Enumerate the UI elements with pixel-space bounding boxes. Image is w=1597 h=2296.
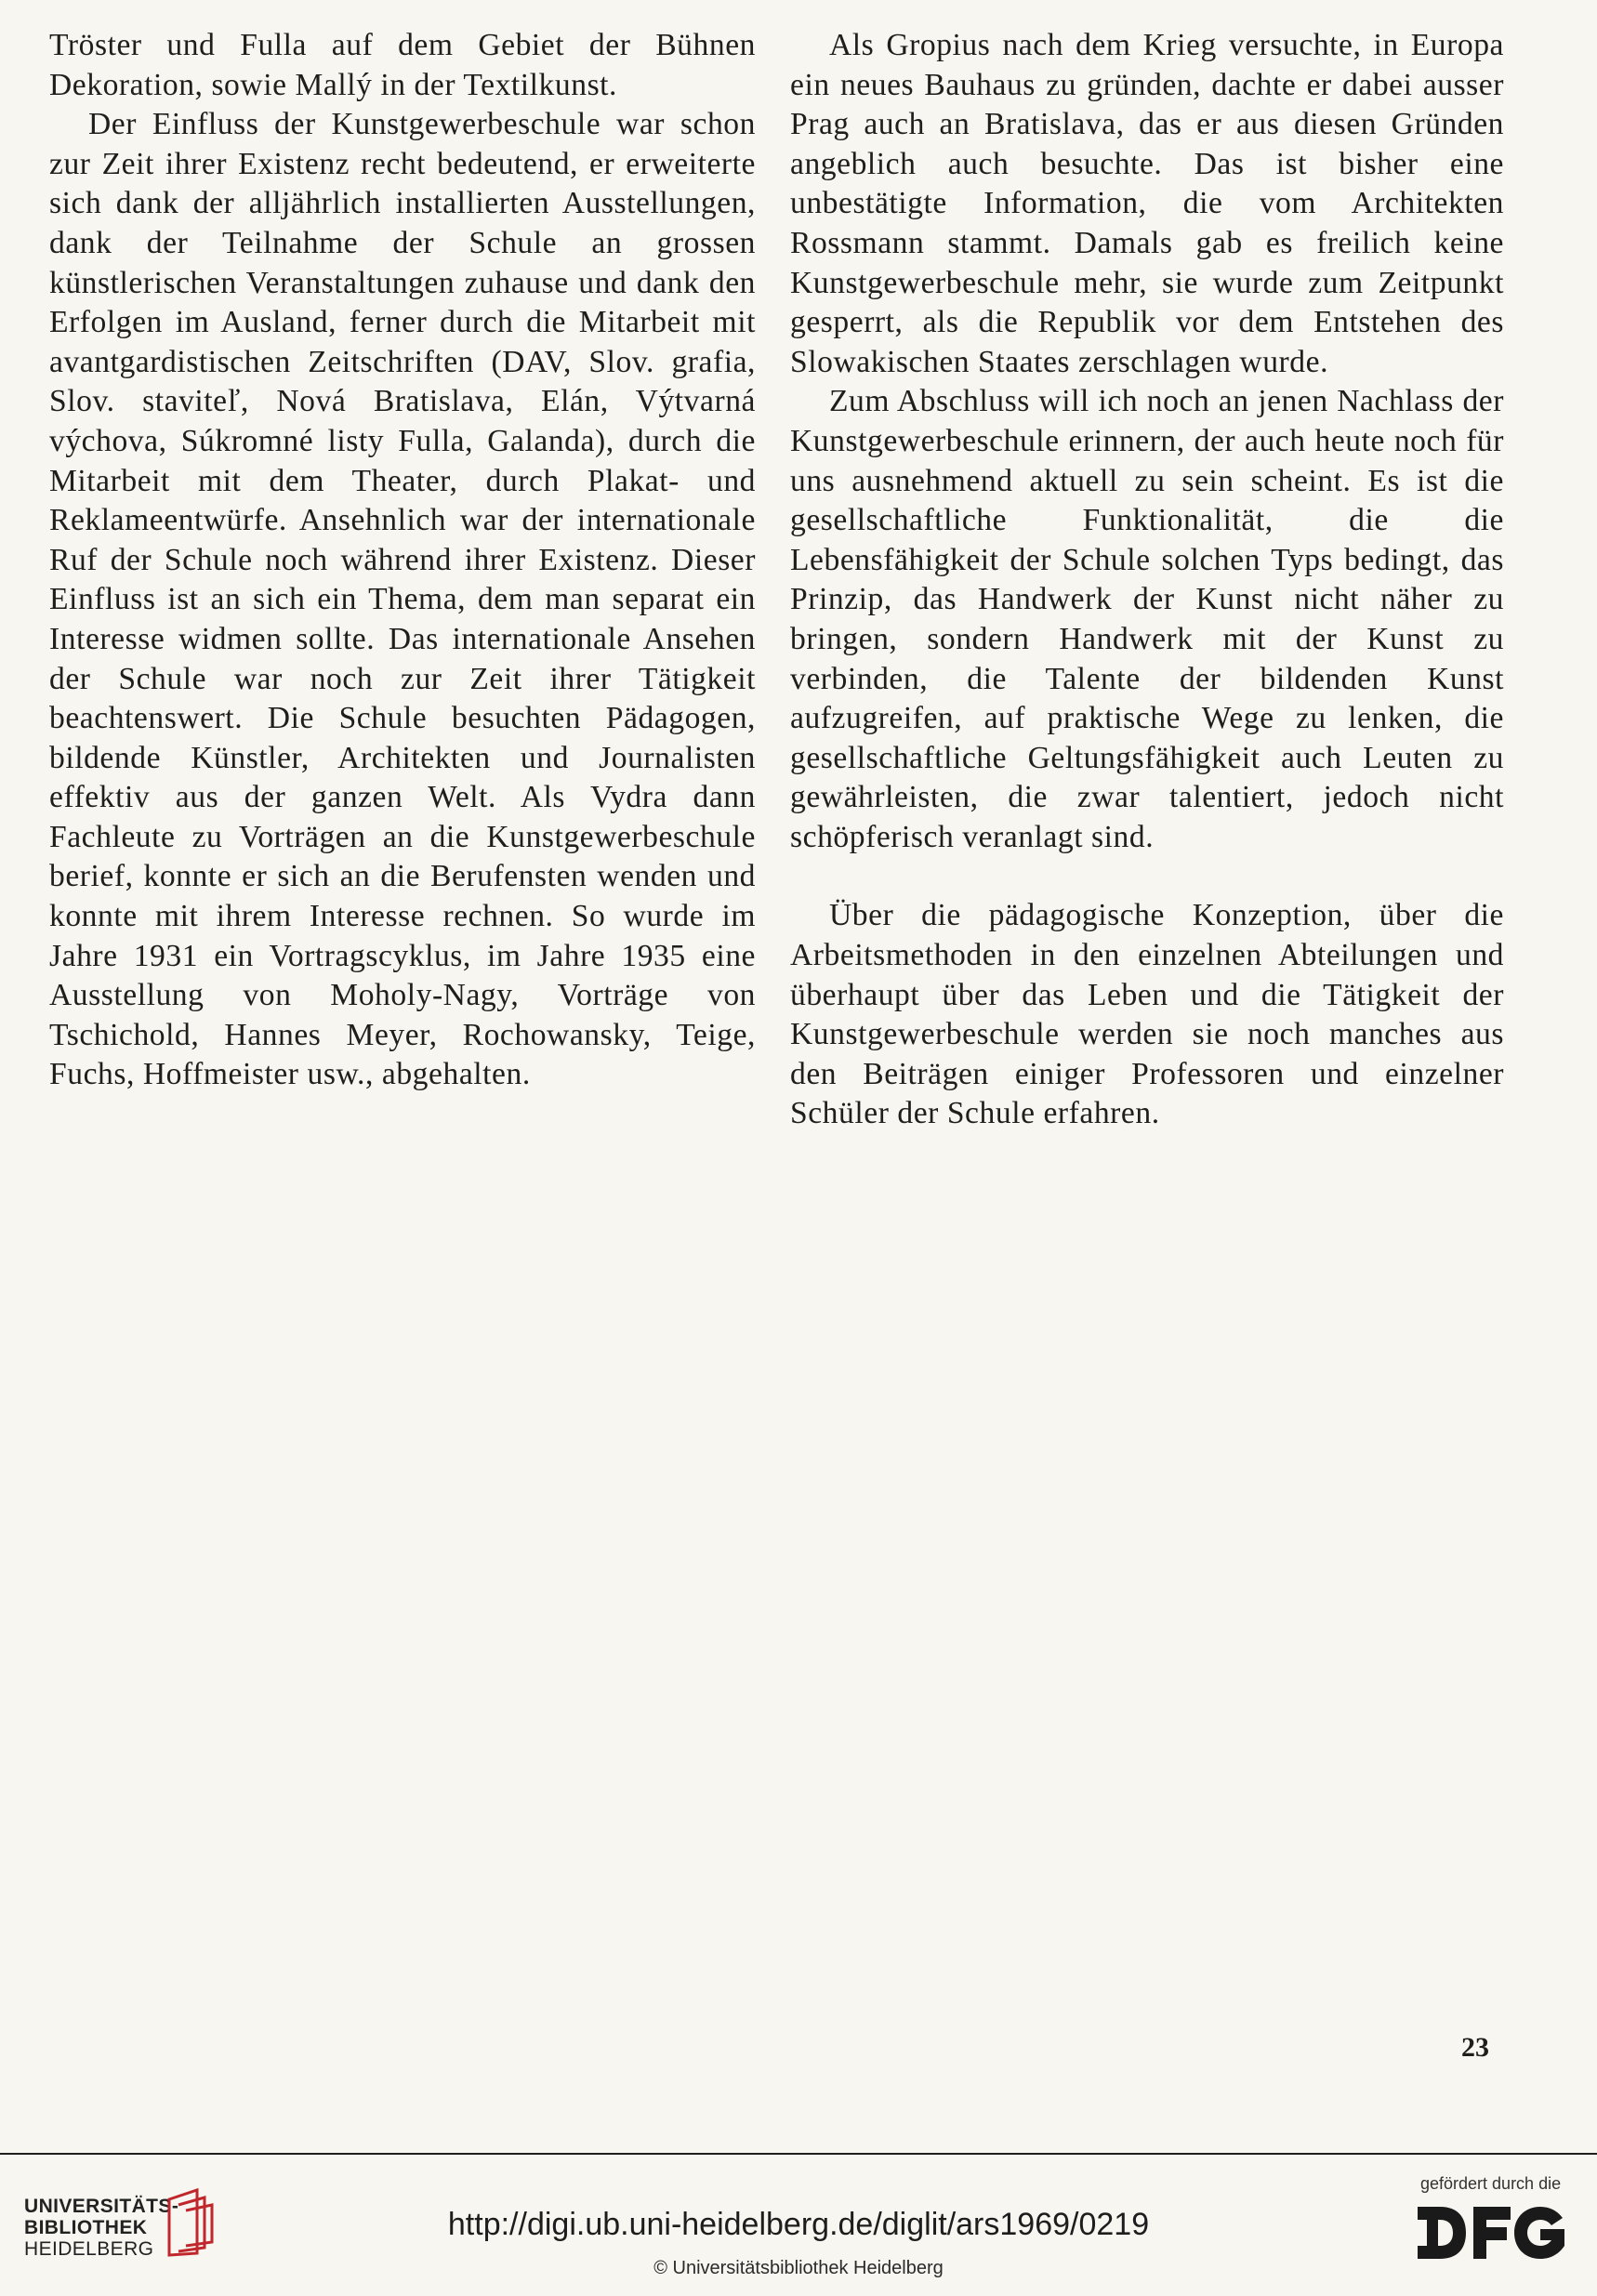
copyright-notice: © Universitätsbibliothek Heidelberg	[653, 2258, 944, 2278]
dfg-logo-icon	[1418, 2201, 1566, 2264]
library-name-line: BIBLIOTHEK	[24, 2217, 148, 2238]
funding-label: gefördert durch die	[1420, 2174, 1562, 2193]
left-text-column	[49, 26, 756, 1095]
library-name-line: HEIDELBERG	[24, 2238, 154, 2260]
paragraph: Über die pädagogische Konzeption, über die Arbeitsmethoden in den einzelnen Abteilungen und überhaupt über das Leben und die Tätigkeit der Kunstgewerbeschule werden sie noch manches aus den Beiträgen einiger Professoren und einzelner Schüler der Schule erfahren.	[790, 898, 1504, 1131]
paragraph: Als Gropius nach dem Krieg versuchte, in Europa ein neues Bauhaus zu gründen, dachte er dabei ausser Prag auch an Bratislava, das er aus diesen Gründen angeblich auch besuchte. Das ist bisher eine unbestätigte Information, die vom Architekten Rossmann stammt. Damals gab es freilich keine Kunstgewerbeschule mehr, sie wurde zum Zeitpunkt gesperrt, als die Republik vor dem Entstehen des Slowakischen Staates zerschlagen wurde.	[790, 28, 1504, 379]
library-name-line: UNIVERSITÄTS-	[24, 2196, 179, 2217]
page-number: 23	[1461, 2032, 1489, 2063]
right-text-column	[790, 26, 1504, 1134]
paragraph: Tröster und Fulla auf dem Gebiet der Bühnen Dekoration, sowie Mallý in der Textilkunst.	[49, 28, 756, 102]
paragraph: Der Einfluss der Kunstgewerbeschule war schon zur Zeit ihrer Existenz recht bedeutend, er erweiterte sich dank der alljährlich installierten Ausstellungen, dank der Teilnahme der Schule an grossen künstlerischen Veranstaltungen zuhause und dank den Erfolgen im Ausland, ferner durch die Mitarbeit mit avantgardistischen Zeitschriften (DAV, Slov. grafia, Slov. staviteľ, Nová Bratislava, Elán, Výtvarná výchova, Súkromné listy Fulla, Galanda), durch die Mitarbeit mit dem Theater, durch Plakat- und Reklameentwürfe. Ansehnlich war der internationale Ruf der Schule noch während ihrer Existenz. Dieser Einfluss ist an sich ein Thema, dem man separat ein Interesse widmen sollte. Das internationale Ansehen der Schule war noch zur Zeit ihrer Tätigkeit beachtenswert. Die Schule besuchten Pädagogen, bildende Künstler, Architekten und Journalisten effektiv aus der ganzen Welt. Als Vydra dann Fachleute zu Vorträgen an die Kunstgewerbeschule berief, konnte er sich an die Berufensten wenden und konnte mit ihrem Interesse rechnen. So wurde im Jahre 1931 ein Vortragscyklus, im Jahre 1935 eine Ausstellung von Moholy-Nagy, Vorträge von Tschichold, Hannes Meyer, Rochowansky, Teige, Fuchs, Hoffmeister usw., abgehalten.	[49, 107, 756, 1092]
footer-divider	[0, 2153, 1597, 2155]
source-url-link[interactable]: http://digi.ub.uni-heidelberg.de/diglit/ars1969/0219	[447, 2207, 1150, 2242]
paragraph: Zum Abschluss will ich noch an jenen Nachlass der Kunstgewerbeschule erinnern, der auch heute noch für uns ausnehmend aktuell zu sein scheint. Es ist die gesellschaftliche Funktionalität, die die Lebensfähigkeit der Schule solchen Typs bedingt, das Prinzip, das Handwerk der Kunst nicht näher zu bringen, sondern Handwerk mit der Kunst zu verbinden, die Talente der bildenden Kunst aufzugreifen, auf praktische Wege zu lenken, die gesellschaftliche Geltungsfähigkeit auch Leuten zu gewährleisten, die zwar talentiert, jedoch nicht schöpferisch veranlagt sind.	[790, 384, 1504, 854]
